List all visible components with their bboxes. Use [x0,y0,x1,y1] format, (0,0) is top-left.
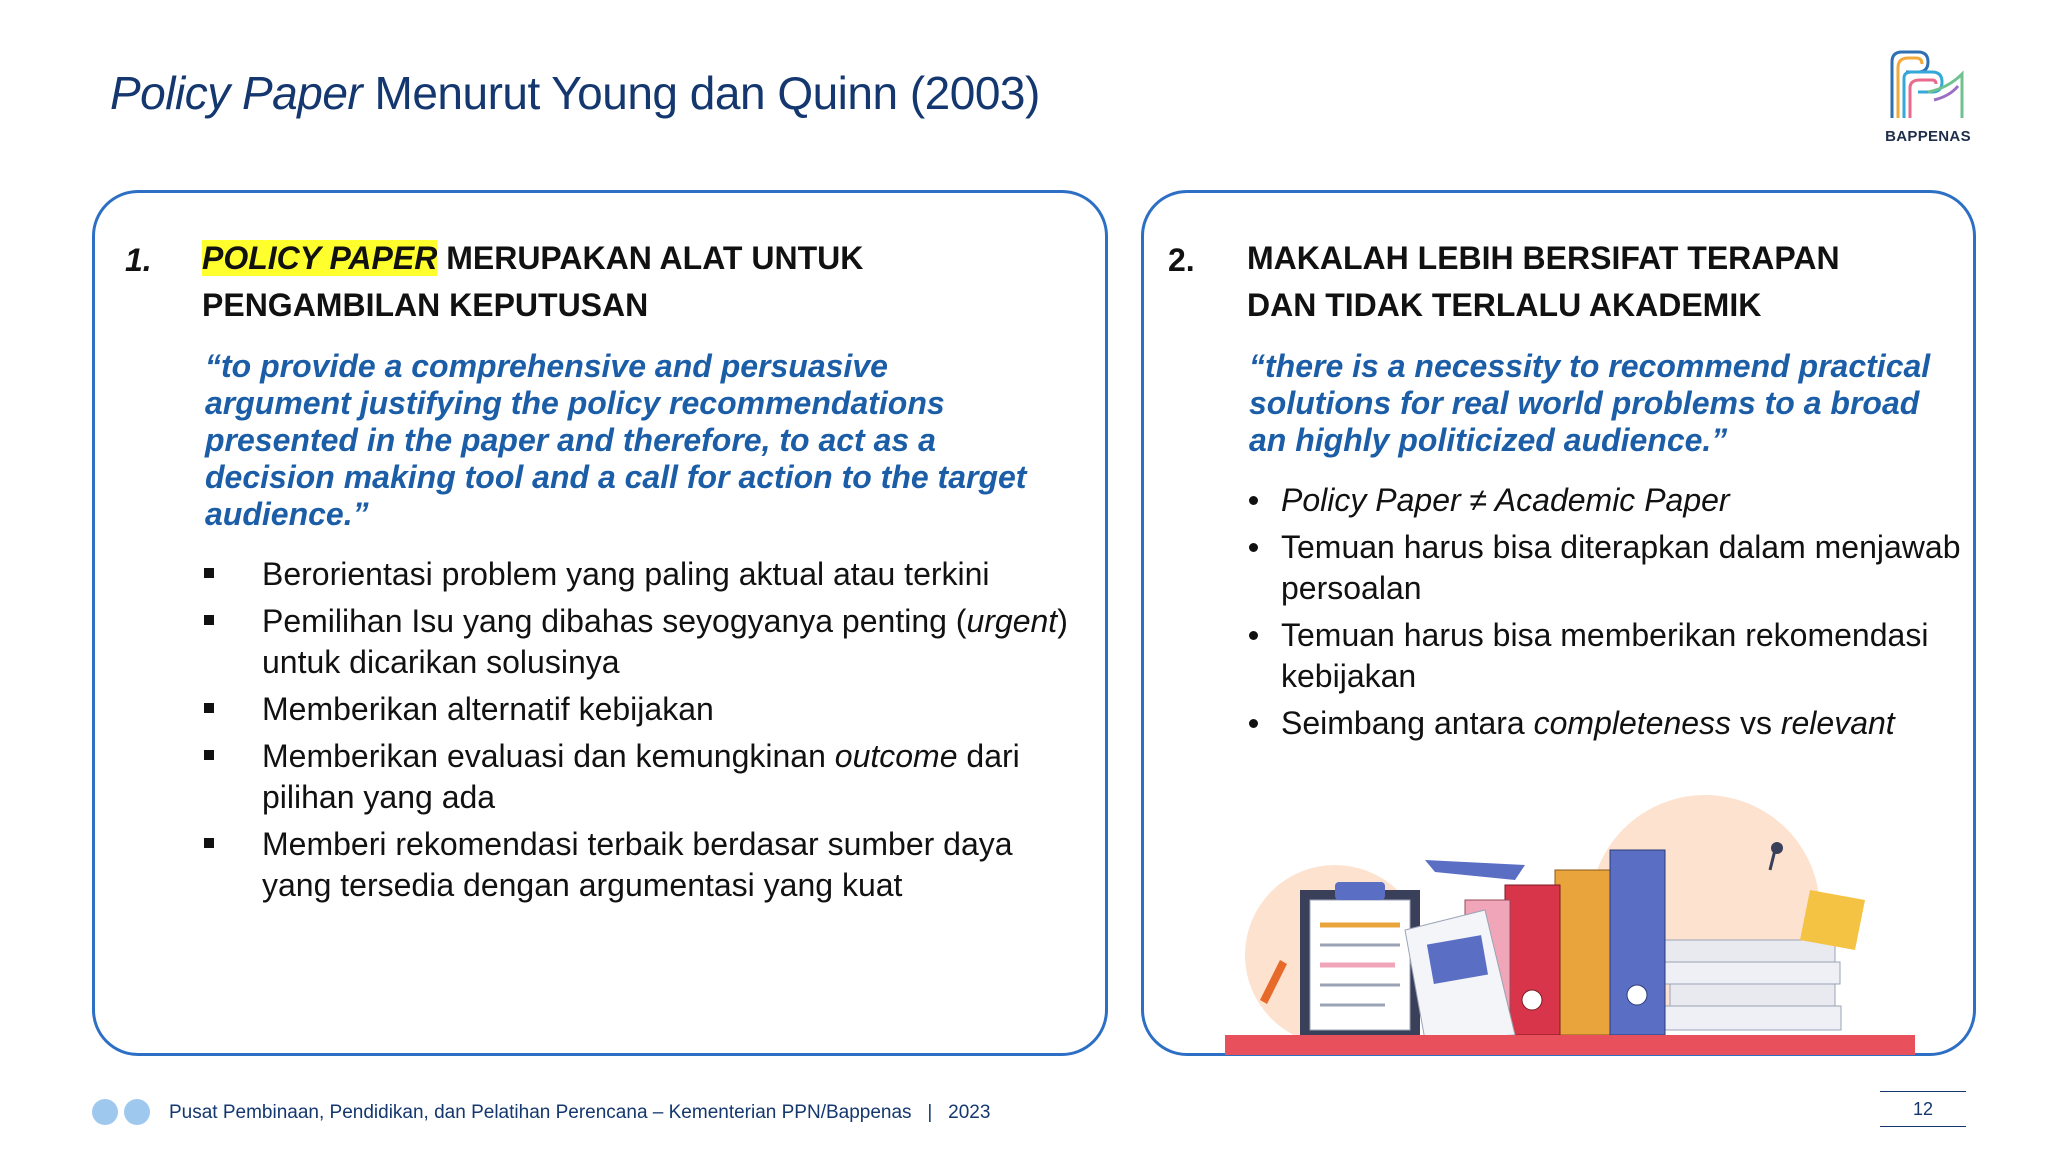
right-card-heading [1247,235,1947,329]
slide-title-italic: Policy Paper [110,67,363,119]
bappenas-logo-icon [1888,48,1968,124]
left-heading-line2: PENGAMBILAN KEPUTUSAN [202,287,649,323]
list-item: Seimbang antara completeness vs relevant [1281,703,1961,744]
left-card-heading [202,235,1062,329]
bappenas-logo-text: BAPPENAS [1885,128,1971,145]
right-heading-line2: DAN TIDAK TERLALU AKADEMIK [1247,287,1762,323]
footer-text: Pusat Pembinaan, Pendidikan, dan Pelatihan Perencana – Kementerian PPN/Bappenas | 2023 [169,1102,991,1123]
left-card-quote: “to provide a comprehensive and persuasive argument justifying the policy recommendations presented in the paper and therefore, to act as a decision making tool and a call for action to the target audience.” [205,348,1027,532]
list-item: Temuan harus bisa memberikan rekomendasi kebijakan [1281,615,1961,697]
left-heading-line1: MERUPAKAN ALAT UNTUK [437,240,864,276]
list-item: Memberi rekomendasi terbaik berdasar sumber daya yang tersedia dengan argumentasi yang kuat [262,824,1072,906]
left-card-number: 1. [125,242,152,278]
page-number: 12 [1880,1091,1966,1127]
footer-dots [92,1099,156,1130]
slide-title [110,66,1040,120]
right-card-quote: “there is a necessity to recommend practical solutions for real world problems to a broad an highly politicized audience.” [1249,348,1931,458]
list-item: Memberikan evaluasi dan kemungkinan outcome dari pilihan yang ada [262,736,1072,818]
list-item: Berorientasi problem yang paling aktual atau terkini [262,554,1072,595]
left-bullet-list [262,554,1072,912]
list-item: Memberikan alternatif kebijakan [262,689,1072,730]
documents-illustration [1225,790,1915,1055]
slide-title-rest: Menurut Young dan Quinn (2003) [362,67,1040,119]
right-heading-line1: MAKALAH LEBIH BERSIFAT TERAPAN [1247,240,1840,276]
list-item: Policy Paper ≠ Academic Paper [1281,480,1961,521]
list-item: Pemilihan Isu yang dibahas seyogyanya penting (urgent) untuk dicarikan solusinya [262,601,1072,683]
policy-paper-highlight: POLICY PAPER [202,240,438,276]
footer-dot [92,1099,118,1125]
list-item: Temuan harus bisa diterapkan dalam menjawab persoalan [1281,527,1961,609]
bappenas-logo [1882,48,1974,148]
right-card-number: 2. [1168,242,1195,278]
right-bullet-list [1281,480,1961,750]
footer-dot [124,1099,150,1125]
